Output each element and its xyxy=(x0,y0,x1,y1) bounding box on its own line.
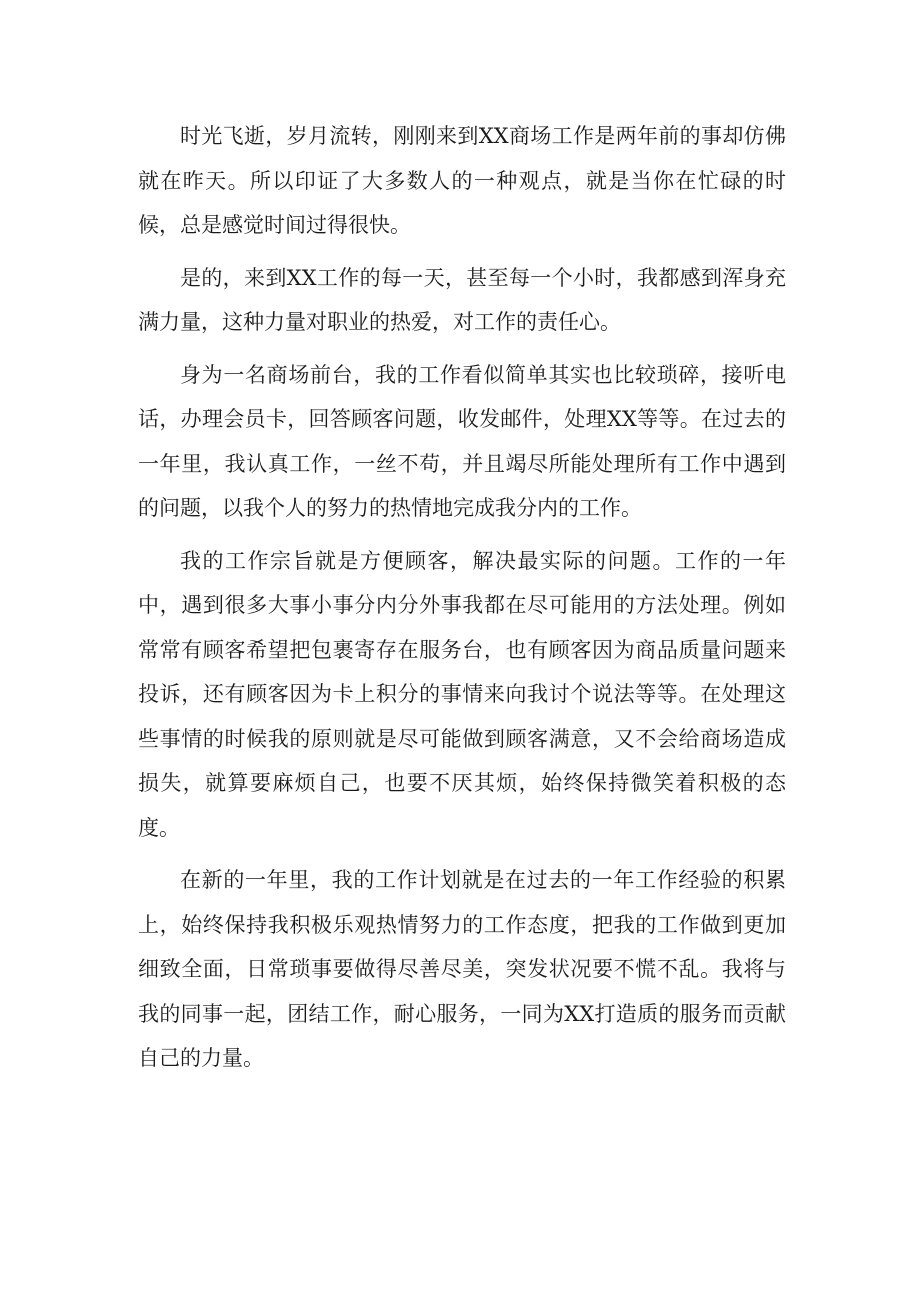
paragraph-2: 是的，来到XX工作的每一天，甚至每一个小时，我都感到浑身充满力量，这种力量对职业的热爱，对工作的责任心。 xyxy=(138,265,786,334)
paragraph-5: 在新的一年里，我的工作计划就是在过去的一年工作经验的积累上，始终保持我积极乐观热情努力的工作态度，把我的工作做到更加细致全面，日常琐事要做得尽善尽美，突发状况要不慌不乱。我将与我的同事一起，团结工作，耐心服务，一同为XX打造质的服务而贡献自己的力量。 xyxy=(138,868,786,1070)
paragraph-4: 我的工作宗旨就是方便顾客，解决最实际的问题。工作的一年中，遇到很多大事小事分内分外事我都在尽可能用的方法处理。例如常常有顾客希望把包裹寄存在服务台，也有顾客因为商品质量问题来投诉，还有顾客因为卡上积分的事情来向我讨个说法等等。在处理这些事情的时候我的原则就是尽可能做到顾客满意，又不会给商场造成损失，就算要麻烦自己，也要不厌其烦，始终保持微笑着积极的态度。 xyxy=(138,548,786,840)
paragraph-3: 身为一名商场前台，我的工作看似简单其实也比较琐碎，接听电话，办理会员卡，回答顾客问题，收发邮件，处理XX等等。在过去的一年里，我认真工作，一丝不苟，并且竭尽所能处理所有工作中遇到的问题，以我个人的努力的热情地完成我分内的工作。 xyxy=(138,362,786,520)
document-body xyxy=(138,114,786,1089)
paragraph-1: 时光飞逝，岁月流转，刚刚来到XX商场工作是两年前的事却仿佛就在昨天。所以印证了大多数人的一种观点，就是当你在忙碌的时候，总是感觉时间过得很快。 xyxy=(138,124,786,237)
